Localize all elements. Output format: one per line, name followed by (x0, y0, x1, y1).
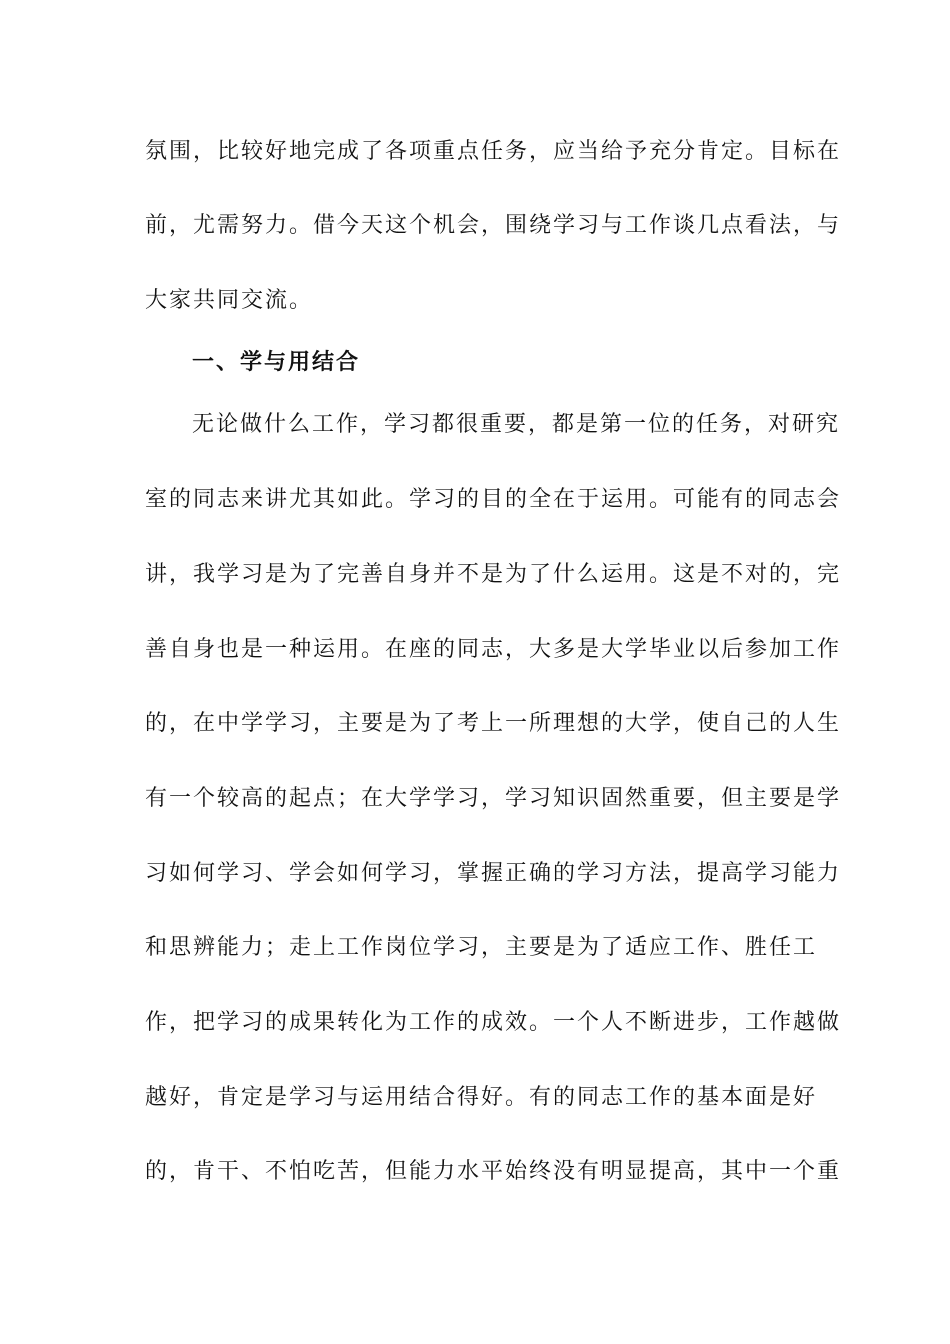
body-line: 前，尤需努力。借今天这个机会，围绕学习与工作谈几点看法，与 (145, 213, 842, 238)
body-line: 氛围，比较好地完成了各项重点任务，应当给予充分肯定。目标在 (145, 139, 842, 164)
body-line: 的，肯干、不怕吃苦，但能力水平始终没有明显提高，其中一个重 (145, 1159, 842, 1184)
section-heading: 一、学与用结合 (192, 350, 361, 375)
body-line: 越好，肯定是学习与运用结合得好。有的同志工作的基本面是好 (145, 1085, 818, 1110)
body-line: 作，把学习的成果转化为工作的成效。一个人不断进步，工作越做 (145, 1010, 842, 1035)
body-line: 有一个较高的起点；在大学学习，学习知识固然重要，但主要是学 (145, 786, 842, 811)
body-line: 大家共同交流。 (145, 288, 314, 313)
body-line: 习如何学习、学会如何学习，掌握正确的学习方法，提高学习能力 (145, 861, 842, 886)
body-line: 和思辨能力；走上工作岗位学习，主要是为了适应工作、胜任工 (145, 935, 818, 960)
body-line: 讲，我学习是为了完善自身并不是为了什么运用。这是不对的，完 (145, 562, 842, 587)
body-line: 室的同志来讲尤其如此。学习的目的全在于运用。可能有的同志会 (145, 487, 842, 512)
body-line: 无论做什么工作，学习都很重要，都是第一位的任务，对研究 (192, 412, 841, 437)
body-line: 善自身也是一种运用。在座的同志，大多是大学毕业以后参加工作 (145, 637, 842, 662)
body-line: 的，在中学学习，主要是为了考上一所理想的大学，使自己的人生 (145, 711, 842, 736)
